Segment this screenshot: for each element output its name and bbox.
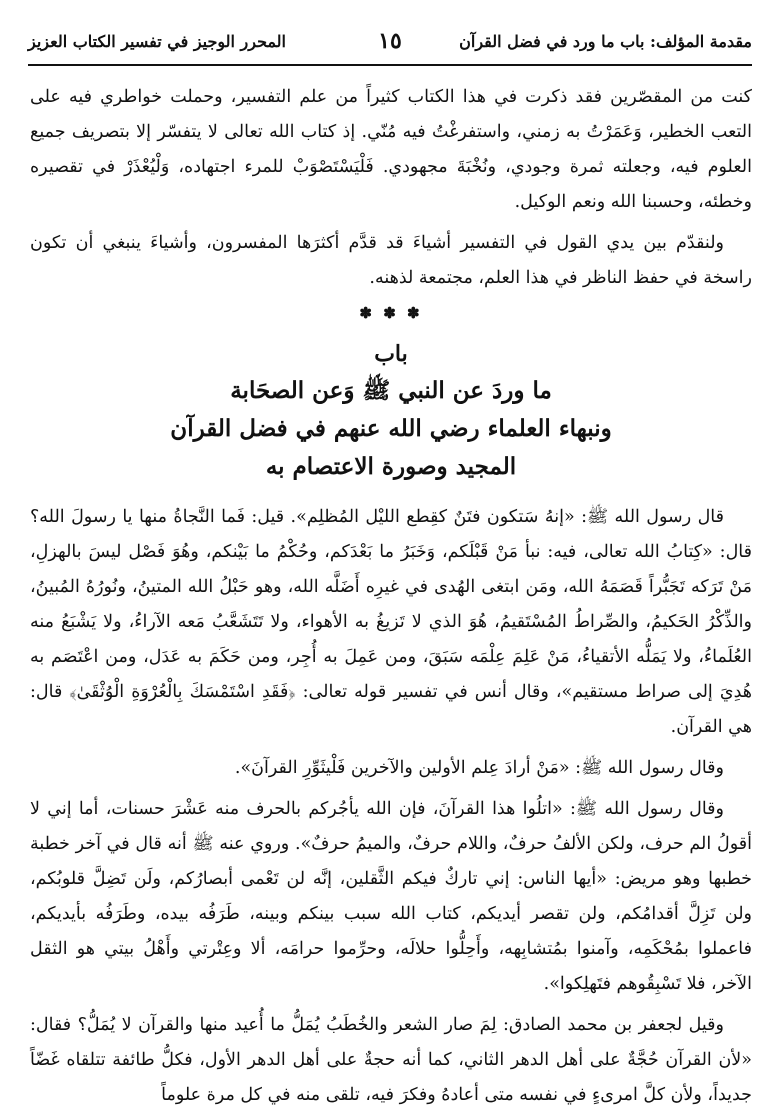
section-separator: ✽ ✽ ✽ [359,304,423,322]
chapter-title-line-2: ونبهاء العلماء رضي الله عنهم في فضل القرآن [170,415,612,442]
hadith-paragraph-4: وقيل لجعفر بن محمد الصادق: لِمَ صار الشعر والخُطَبُ يُمَلُّ ما أُعيد منها والقرآن لا يُمَلُّ؟ فقال: «لأن القرآن حُجَّةٌ على أهل الدهر الثاني، كما أنه حجةٌ على أهل الدهر الأول، فكلُّ طائفة تتلقاه غَضّاً جديداً، ولأن كلَّ امرىءٍ في نفسه متى أعادهُ وفكرَ فيه، تلقى منه في كل مرة علوماً [30,1015,752,1105]
page-body [30,80,752,1119]
header-book-title: المحرر الوجيز في تفسير الكتاب العزيز [28,32,286,51]
hadith-paragraph-2: وقال رسول الله ﷺ: «مَنْ أرادَ عِلم الأولين والآخرين فَلْيثَوِّرِ القرآنَ». [234,758,724,778]
header-rule [28,64,752,66]
chapter-label: باب [374,341,408,367]
page-number: ١٥ [378,28,402,54]
hadith-paragraph-3: وقال رسول الله ﷺ: «اتلُوا هذا القرآنَ، فإن الله يأجُركم بالحرف منه عَشْرَ حسنات، أما إني لا أقولُ الم حرف، ولكن الألفُ حرفٌ، واللام حرفٌ، والميمُ حرفٌ». وروي عنه ﷺ أنه قال في آخر خطبة خطبها وهو مريض: «أيها الناس: إني تاركٌ فيكم الثَّقلين، إنَّه لن تَعْمى أبصارُكم، ولَن تَضِلَّ قلوبُكم، ولن تَزِلَّ أقدامُكم، ولن تقصر أيديكم، كتاب الله سبب بينكم وبينه، طَرَفُه بيده، وطَرَفُه بأيديكم، فاعملوا بمُحْكَمِه، وآمنوا بمُتشابِهه، وأَحِلُّوا حلالَه، وحرِّموا حرامَه، ألا وعِتْرتي وأَهْلُ بيتي هو الثقل الآخر، فلا تَسْبِقُوهم فتَهلِكوا». [30,799,752,994]
chapter-title-line-1: ما وردَ عن النبي ﷺ وَعن الصحَابة [230,377,552,404]
intro-paragraph-2: ولنقدّم بين يدي القول في التفسير أشياءَ قد قدَّم أكثرَها المفسرون، وأشياءَ ينبغي أن تكون راسخة في حفظ الناظر في هذا العلم، مجتمعة لذهنه. [30,233,752,288]
hadith-paragraph-1: قال رسول الله ﷺ: «إنهُ سَتكون فتَنٌ كقِطع الليْل المُظلِم». قيل: فَما النَّجاةُ منها يا رسولَ الله؟ قال: «كِتابُ الله تعالى، فيه: نبأ مَنْ قَبْلَكم، وَخَبَرُ ما بَعْدَكم، وحُكْمُ ما بَيْنكم، وهُوَ فَصْل ليسَ بالهزلِ، مَنْ تَرَكه تَجَبُّراً قَصَمَهُ الله، ومَن ابتغى الهُدى في غيرِه أَضَلَّه الله، وهو حَبْلُ الله المتينُ، ونُورُهُ المُبينُ، والذِّكْرُ الحَكيمُ، والصِّراطُ المُسْتَقيمُ، هُوَ الذي لا تَزيغُ به الأهواء، ولا تَتَشَعَّبُ مَعه الآراءُ، ولا يَشْبَعُ منه العُلَماءُ، ولا يَمَلُّه الأتقياءُ، مَنْ عَلِمَ عِلْمَه سَبَقَ، ومن عَمِلَ به أُجِر، ومن حَكَمَ به عَدَل، ومن اعْتَصَم به هُدِيَ إلى صراط مستقيم»، وقال أنس في تفسير قوله تعالى: ﴿فَقَدِ اسْتَمْسَكَ بِالْعُرْوَةِ الْوُثْقَىٰ﴾ قال: هي القرآن. [30,507,752,737]
chapter-heading [30,336,752,486]
running-header [28,26,752,62]
chapter-title-line-3: المجيد وصورة الاعتصام به [265,453,517,480]
header-section-title: مقدمة المؤلف: باب ما ورد في فضل القرآن [459,32,752,51]
intro-paragraph-1: كنت من المقصّرين فقد ذكرت في هذا الكتاب كثيراً من علم التفسير، وحملت خواطري فيه على التعب الخطير، وَعَمَرْتُ به زمني، واستفرغْتُ فيه مُنّي. إذ كتاب الله تعالى لا يتفسّر إلا بتصريف جميع العلوم فيه، وجعلته ثمرة وجودي، ونُخْبَةَ مجهودي. فَلْيَسْتَصْوَبْ للمرء اجتهاده، وَلْيُعْذَرْ في تقصيره وخطئه، وحسبنا الله ونعم الوكيل. [30,87,752,212]
